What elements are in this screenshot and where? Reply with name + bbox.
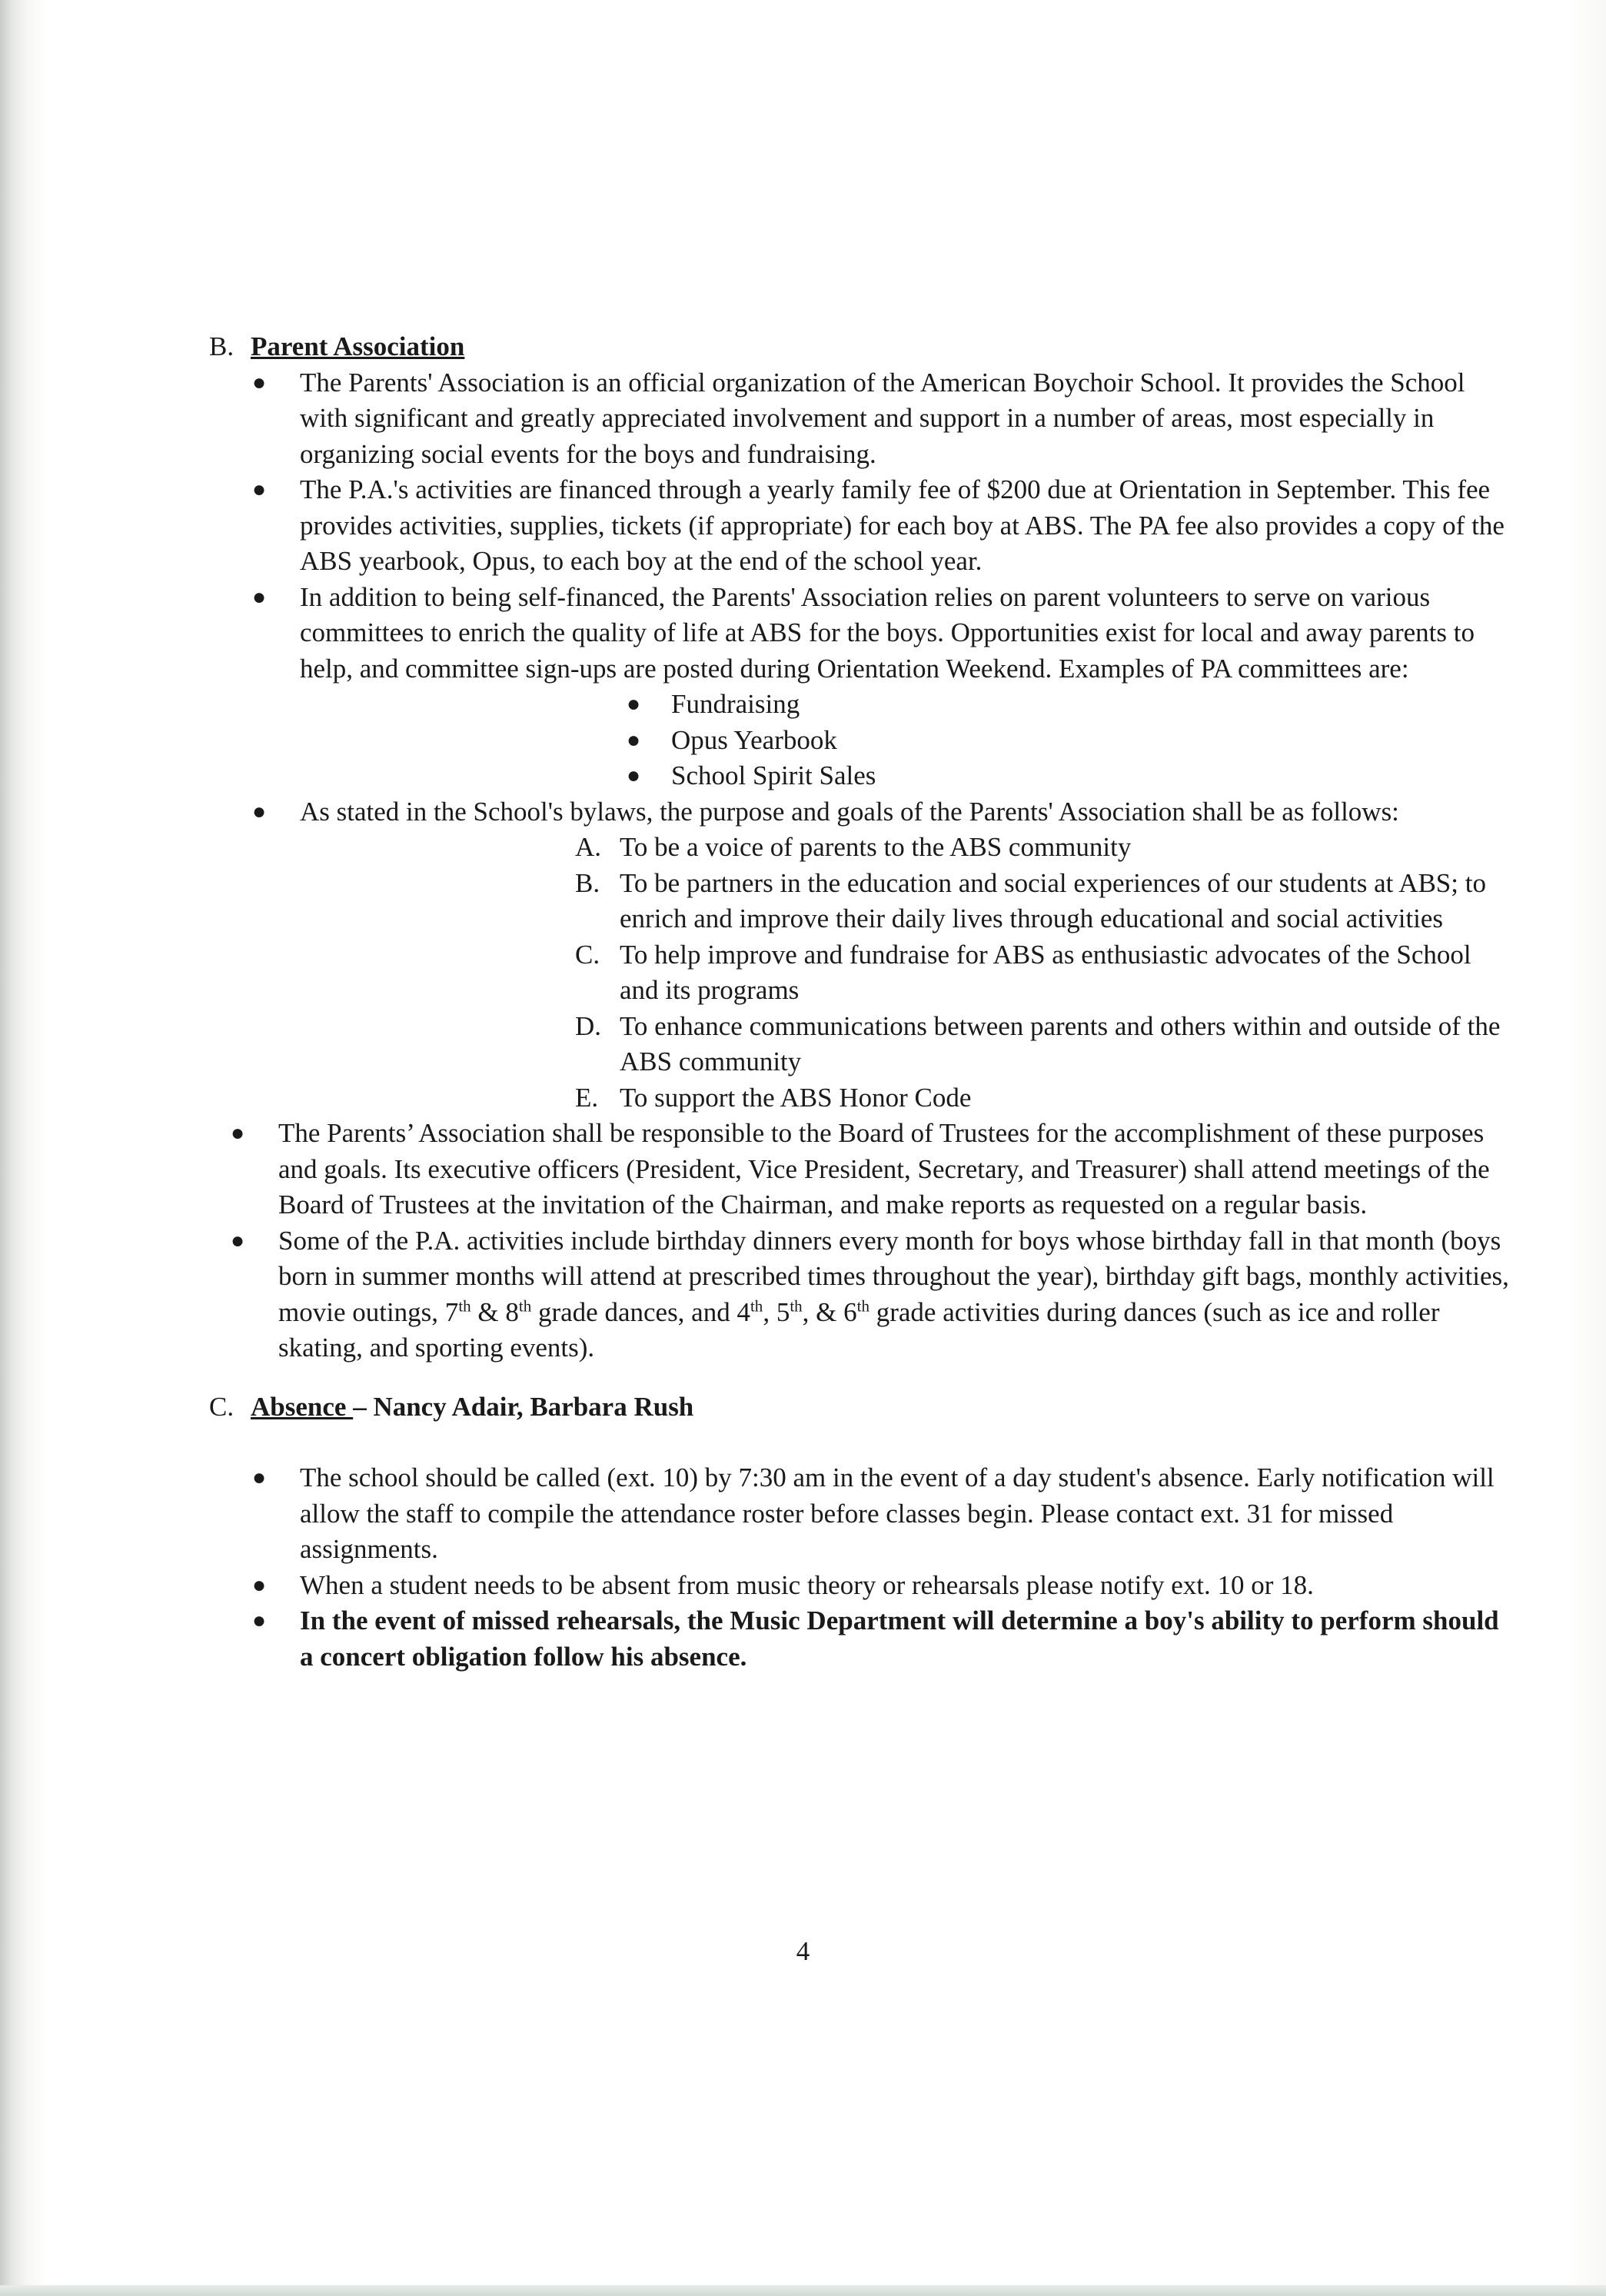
bullet-icon: ● bbox=[252, 1465, 267, 1490]
goal-letter: E. bbox=[575, 1082, 599, 1113]
section-c-contacts: – Nancy Adair, Barbara Rush bbox=[353, 1391, 694, 1422]
list-item bbox=[209, 1568, 1516, 1604]
goal-text: To enhance communications between parents and others within and outside of the ABS community bbox=[620, 1010, 1501, 1076]
goal-item bbox=[575, 1009, 1516, 1080]
ordinal-suffix: th bbox=[750, 1296, 763, 1315]
activities-text: & 8 bbox=[470, 1296, 519, 1327]
committee-name: Fundraising bbox=[671, 689, 800, 719]
section-c-heading bbox=[209, 1389, 1516, 1426]
list-item bbox=[209, 1603, 1516, 1675]
bullet-text: As stated in the School's bylaws, the purpose and goals of the Parents' Association shall be as follows: bbox=[300, 796, 1399, 827]
goal-text: To be a voice of parents to the ABS community bbox=[620, 832, 1132, 862]
scan-edge bbox=[0, 2285, 1606, 2296]
bullet-text: The Parents' Association is an official organization of the American Boychoir School. It provides the School with significant and greatly appreciated involvement and support in a number of areas, most especially in organizing social events for the boys and fundraising. bbox=[300, 367, 1465, 469]
activities-text: grade dances, and 4 bbox=[531, 1296, 750, 1327]
goal-item bbox=[575, 1080, 1516, 1116]
bullet-icon: ● bbox=[627, 763, 641, 788]
committee-name: School Spirit Sales bbox=[671, 760, 876, 790]
list-item bbox=[209, 1460, 1516, 1568]
bullet-text: The Parents’ Association shall be responsible to the Board of Trustees for the accomplishment of these purposes and goals. Its executive officers (President, Vice President, Secretary, and Treasurer) shall attend meetings of the Board of Trustees at the invitation of the Chairman, and make reports as requested on a regular basis. bbox=[278, 1118, 1490, 1220]
bullet-icon: ● bbox=[252, 798, 267, 824]
absence-list bbox=[209, 1460, 1516, 1675]
ordinal-suffix: th bbox=[458, 1296, 471, 1315]
bullet-text: The school should be called (ext. 10) by 7:30 am in the event of a day student's absence. Early notification will allow the staff to compile the attendance roster before classes begin. Please contact ext. 31 for missed assignments. bbox=[300, 1462, 1495, 1564]
goal-item bbox=[575, 937, 1516, 1009]
goal-letter: B. bbox=[575, 867, 600, 898]
section-b-title: Parent Association bbox=[251, 331, 465, 361]
bullet-text: In addition to being self-financed, the Parents' Association relies on parent volunteers to serve on various committees to enrich the quality of life at ABS for the boys. Opportunities exist for local and away parents to help, and committee sign-ups are posted during Orientation Weekend. Examples of PA committees are: bbox=[300, 581, 1475, 684]
bullet-icon: ● bbox=[252, 369, 267, 395]
bullet-icon: ● bbox=[627, 691, 641, 717]
goal-text: To help improve and fundraise for ABS as enthusiastic advocates of the School and its programs bbox=[620, 939, 1471, 1005]
bullet-icon: ● bbox=[231, 1120, 245, 1146]
bullet-icon: ● bbox=[231, 1227, 245, 1253]
committee-item bbox=[627, 687, 1516, 723]
bullet-icon: ● bbox=[252, 477, 267, 502]
ordinal-suffix: th bbox=[518, 1296, 532, 1315]
goal-letter: A. bbox=[575, 832, 602, 862]
page-number: 4 bbox=[796, 1936, 810, 1966]
goal-text: To be partners in the education and social experiences of our students at ABS; to enrich and improve their daily lives through educational and social activities bbox=[620, 867, 1486, 933]
section-b-letter: B. bbox=[209, 331, 234, 361]
activities-text: , & 6 bbox=[802, 1296, 857, 1327]
activities-text: Some of the P.A. activities include birthday dinners every month for boys whose birthday fall in that month (boys born in summer months will attend at prescribed times throughout the year), birthday gift bags, monthly activities, movie outings, 7 bbox=[278, 1225, 1509, 1327]
goal-letter: C. bbox=[575, 939, 600, 970]
goal-text: To support the ABS Honor Code bbox=[620, 1082, 972, 1113]
committee-item bbox=[627, 723, 1516, 759]
bullet-text-bold: In the event of missed rehearsals, the Music Department will determine a boy's ability to perform should a concert obligation follow his absence. bbox=[300, 1606, 1499, 1672]
list-item bbox=[209, 1223, 1516, 1366]
bullet-icon: ● bbox=[627, 727, 641, 753]
ordinal-suffix: th bbox=[790, 1296, 803, 1315]
list-item bbox=[209, 794, 1516, 1116]
goals-list bbox=[300, 830, 1516, 1116]
section-c-letter: C. bbox=[209, 1391, 234, 1422]
bullet-icon: ● bbox=[252, 1608, 267, 1633]
bullet-icon: ● bbox=[252, 584, 267, 610]
list-item bbox=[209, 580, 1516, 794]
bullet-text: The P.A.'s activities are financed through a yearly family fee of $200 due at Orientation in September. This fee provides activities, supplies, tickets (if appropriate) for each boy at ABS. The PA fee also provides a copy of the ABS yearbook, Opus, to each boy at the end of the school year. bbox=[300, 474, 1505, 576]
list-item bbox=[209, 472, 1516, 580]
goal-item bbox=[575, 866, 1516, 937]
list-item bbox=[209, 1116, 1516, 1223]
spacer bbox=[209, 1425, 1516, 1460]
section-c-title: Absence bbox=[251, 1391, 354, 1422]
section-b-heading bbox=[209, 329, 1516, 365]
committee-list bbox=[300, 687, 1516, 794]
goal-item bbox=[575, 830, 1516, 866]
parent-association-list bbox=[209, 365, 1516, 1366]
committee-name: Opus Yearbook bbox=[671, 724, 837, 755]
bullet-text: When a student needs to be absent from music theory or rehearsals please notify ext. 10 or 18. bbox=[300, 1569, 1314, 1600]
activities-text: grade activities during dances (such as ice and roller skating, and sporting events). bbox=[278, 1296, 1440, 1363]
ordinal-suffix: th bbox=[856, 1296, 870, 1315]
bullet-icon: ● bbox=[252, 1572, 267, 1598]
spacer bbox=[209, 1366, 1516, 1389]
list-item bbox=[209, 365, 1516, 473]
goal-letter: D. bbox=[575, 1010, 602, 1041]
bullet-text bbox=[278, 1226, 1509, 1363]
committee-item bbox=[627, 758, 1516, 794]
document-body bbox=[209, 329, 1516, 1675]
activities-text: , 5 bbox=[763, 1296, 790, 1327]
